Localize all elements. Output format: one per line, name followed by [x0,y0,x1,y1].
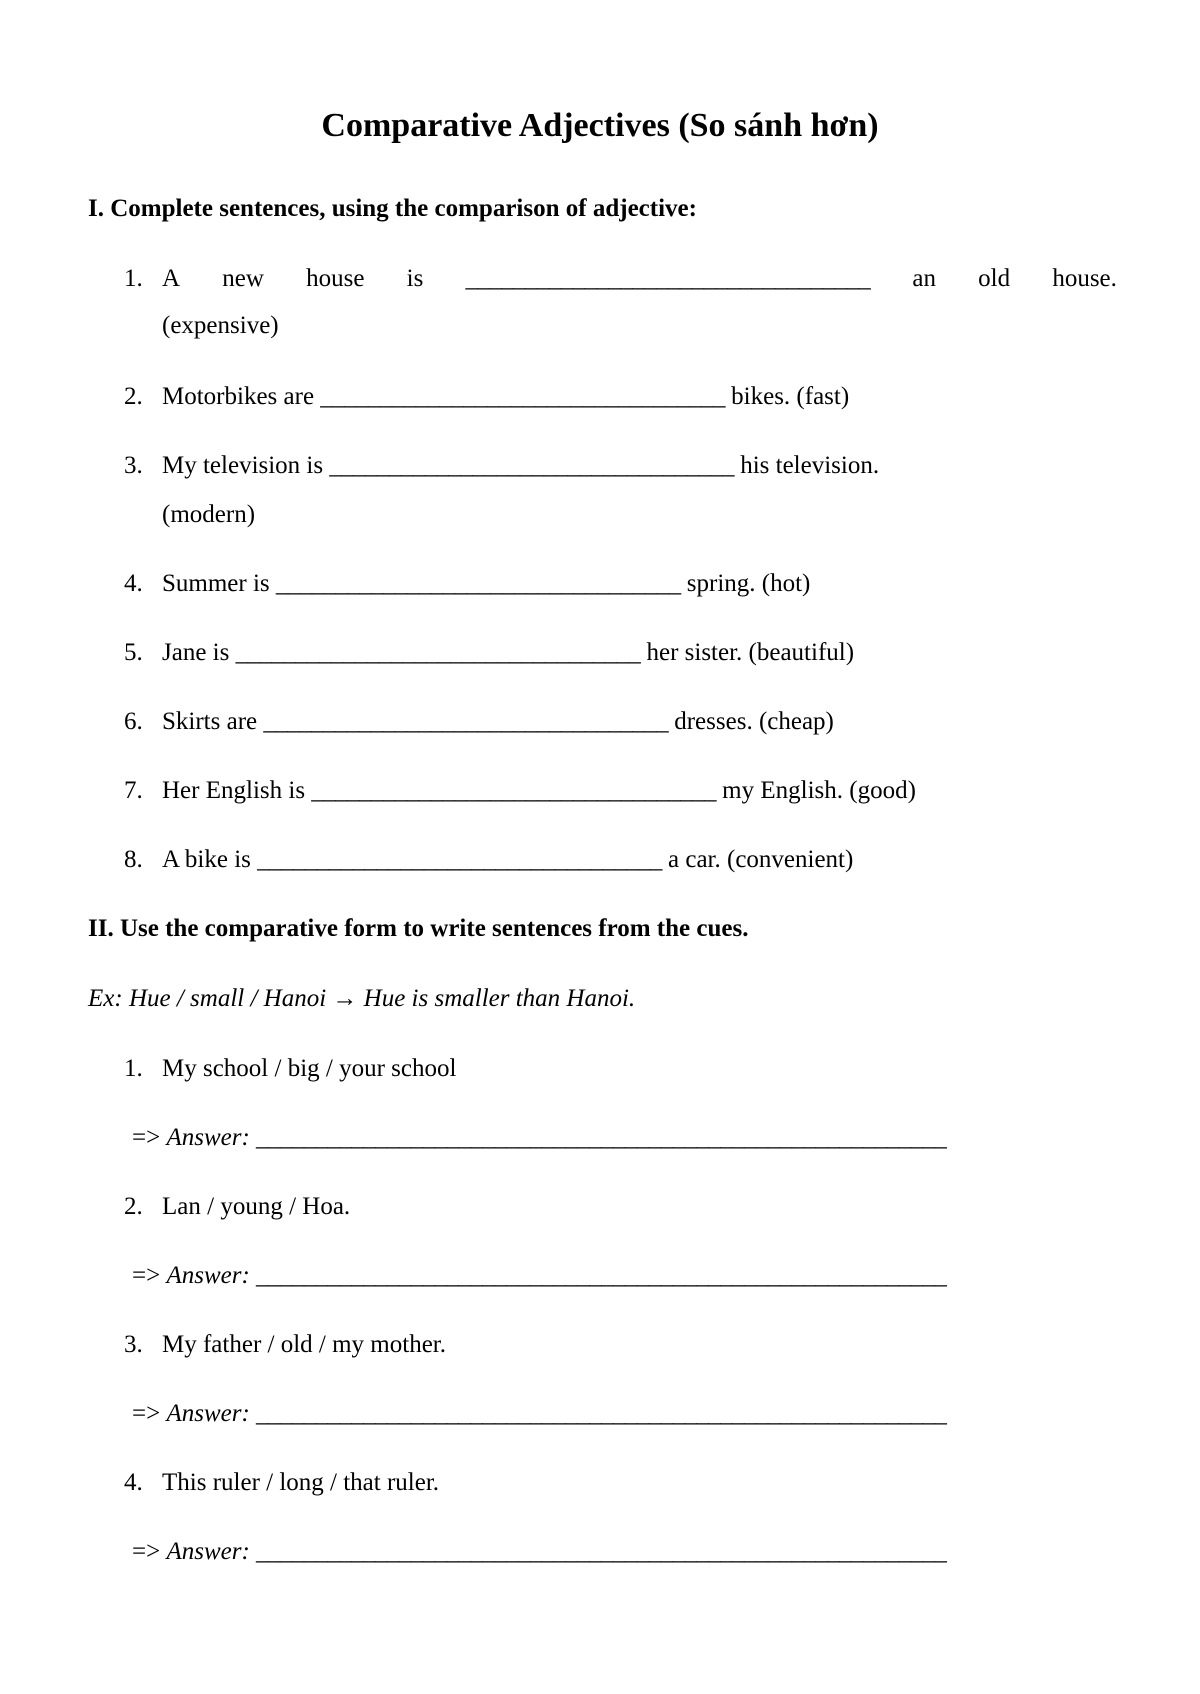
item-number: 3. [124,1331,143,1358]
item-number: 5. [124,639,143,666]
item-before-text: Skirts are [162,708,258,735]
item-before-text: Her English is [162,777,306,804]
item-number: 3. [124,452,143,479]
page-title: Comparative Adjectives (So sánh hơn) [321,107,879,144]
section-2-heading: II. Use the comparative form to write sentences from the cues. [88,915,749,942]
answer-arrow: => [132,1400,161,1427]
answer-blank[interactable]: __________________________________ [320,383,725,410]
item-after-text: spring. (hot) [686,570,811,597]
item-number: 8. [124,846,143,873]
item-after-text: a car. (convenient) [668,846,854,873]
answer-blank[interactable]: __________________________________ [235,639,641,666]
cue-text: Lan / young / Hoa. [162,1193,351,1220]
word: house. [1052,265,1117,292]
item-number: 1. [124,265,143,292]
item-number: 1. [124,1055,143,1082]
example-sentence: Ex: Hue / small / Hanoi → Hue is smaller than Hanoi. [88,985,636,1012]
item-after-text: dresses. (cheap) [674,708,834,735]
answer-row [132,1399,946,1429]
item-before-text: Summer is [162,570,270,597]
word: house [306,265,365,292]
item-number: 2. [124,1193,143,1220]
item-before-text: A bike is [162,846,251,873]
item-number: 7. [124,777,143,804]
item-after-text: bikes. (fast) [731,383,850,410]
answer-blank[interactable]: __________________________________________________________ [256,1400,947,1427]
word: new [222,265,264,292]
item-hint: (expensive) [162,312,279,339]
answer-label: Answer: [166,1262,250,1289]
answer-label: Answer: [166,1124,250,1151]
answer-row [132,1123,946,1153]
answer-blank[interactable]: __________________________________________________________ [256,1262,947,1289]
item-before-text: Motorbikes are [162,383,315,410]
answer-blank[interactable]: __________________________________ [275,570,681,597]
answer-blank[interactable]: __________________________________ [311,777,716,804]
item-after-text: his television. [740,452,880,479]
item-after-text: my English. (good) [722,777,916,804]
answer-blank[interactable]: __________________________________ [257,846,662,873]
section-1-heading: I. Complete sentences, using the comparison of adjective: [88,195,697,222]
word: is [406,265,424,292]
answer-blank[interactable]: __________________________________________________________ [256,1538,947,1565]
item-before-text: My television is [162,452,324,479]
answer-row [132,1537,946,1567]
item-hint: (modern) [162,501,256,528]
item-number: 6. [124,708,143,735]
cue-text: This ruler / long / that ruler. [162,1469,440,1496]
answer-row [132,1261,946,1291]
cue-text: My school / big / your school [162,1055,457,1082]
cue-text: My father / old / my mother. [162,1331,446,1358]
answer-label: Answer: [166,1400,250,1427]
item-number: 4. [124,570,143,597]
item-number: 2. [124,383,143,410]
answer-blank[interactable]: __________________________________ [465,265,871,292]
item-after-text: her sister. (beautiful) [646,639,855,666]
item-number: 4. [124,1469,143,1496]
answer-blank[interactable]: __________________________________ [263,708,668,735]
answer-blank[interactable]: __________________________________________________________ [256,1124,947,1151]
answer-arrow: => [132,1538,161,1565]
answer-blank[interactable]: __________________________________ [329,452,734,479]
word: old [978,265,1011,292]
answer-label: Answer: [166,1538,250,1565]
word: A [162,265,181,292]
word: an [912,265,936,292]
item-before-text: Jane is [162,639,230,666]
answer-arrow: => [132,1262,161,1289]
answer-arrow: => [132,1124,161,1151]
